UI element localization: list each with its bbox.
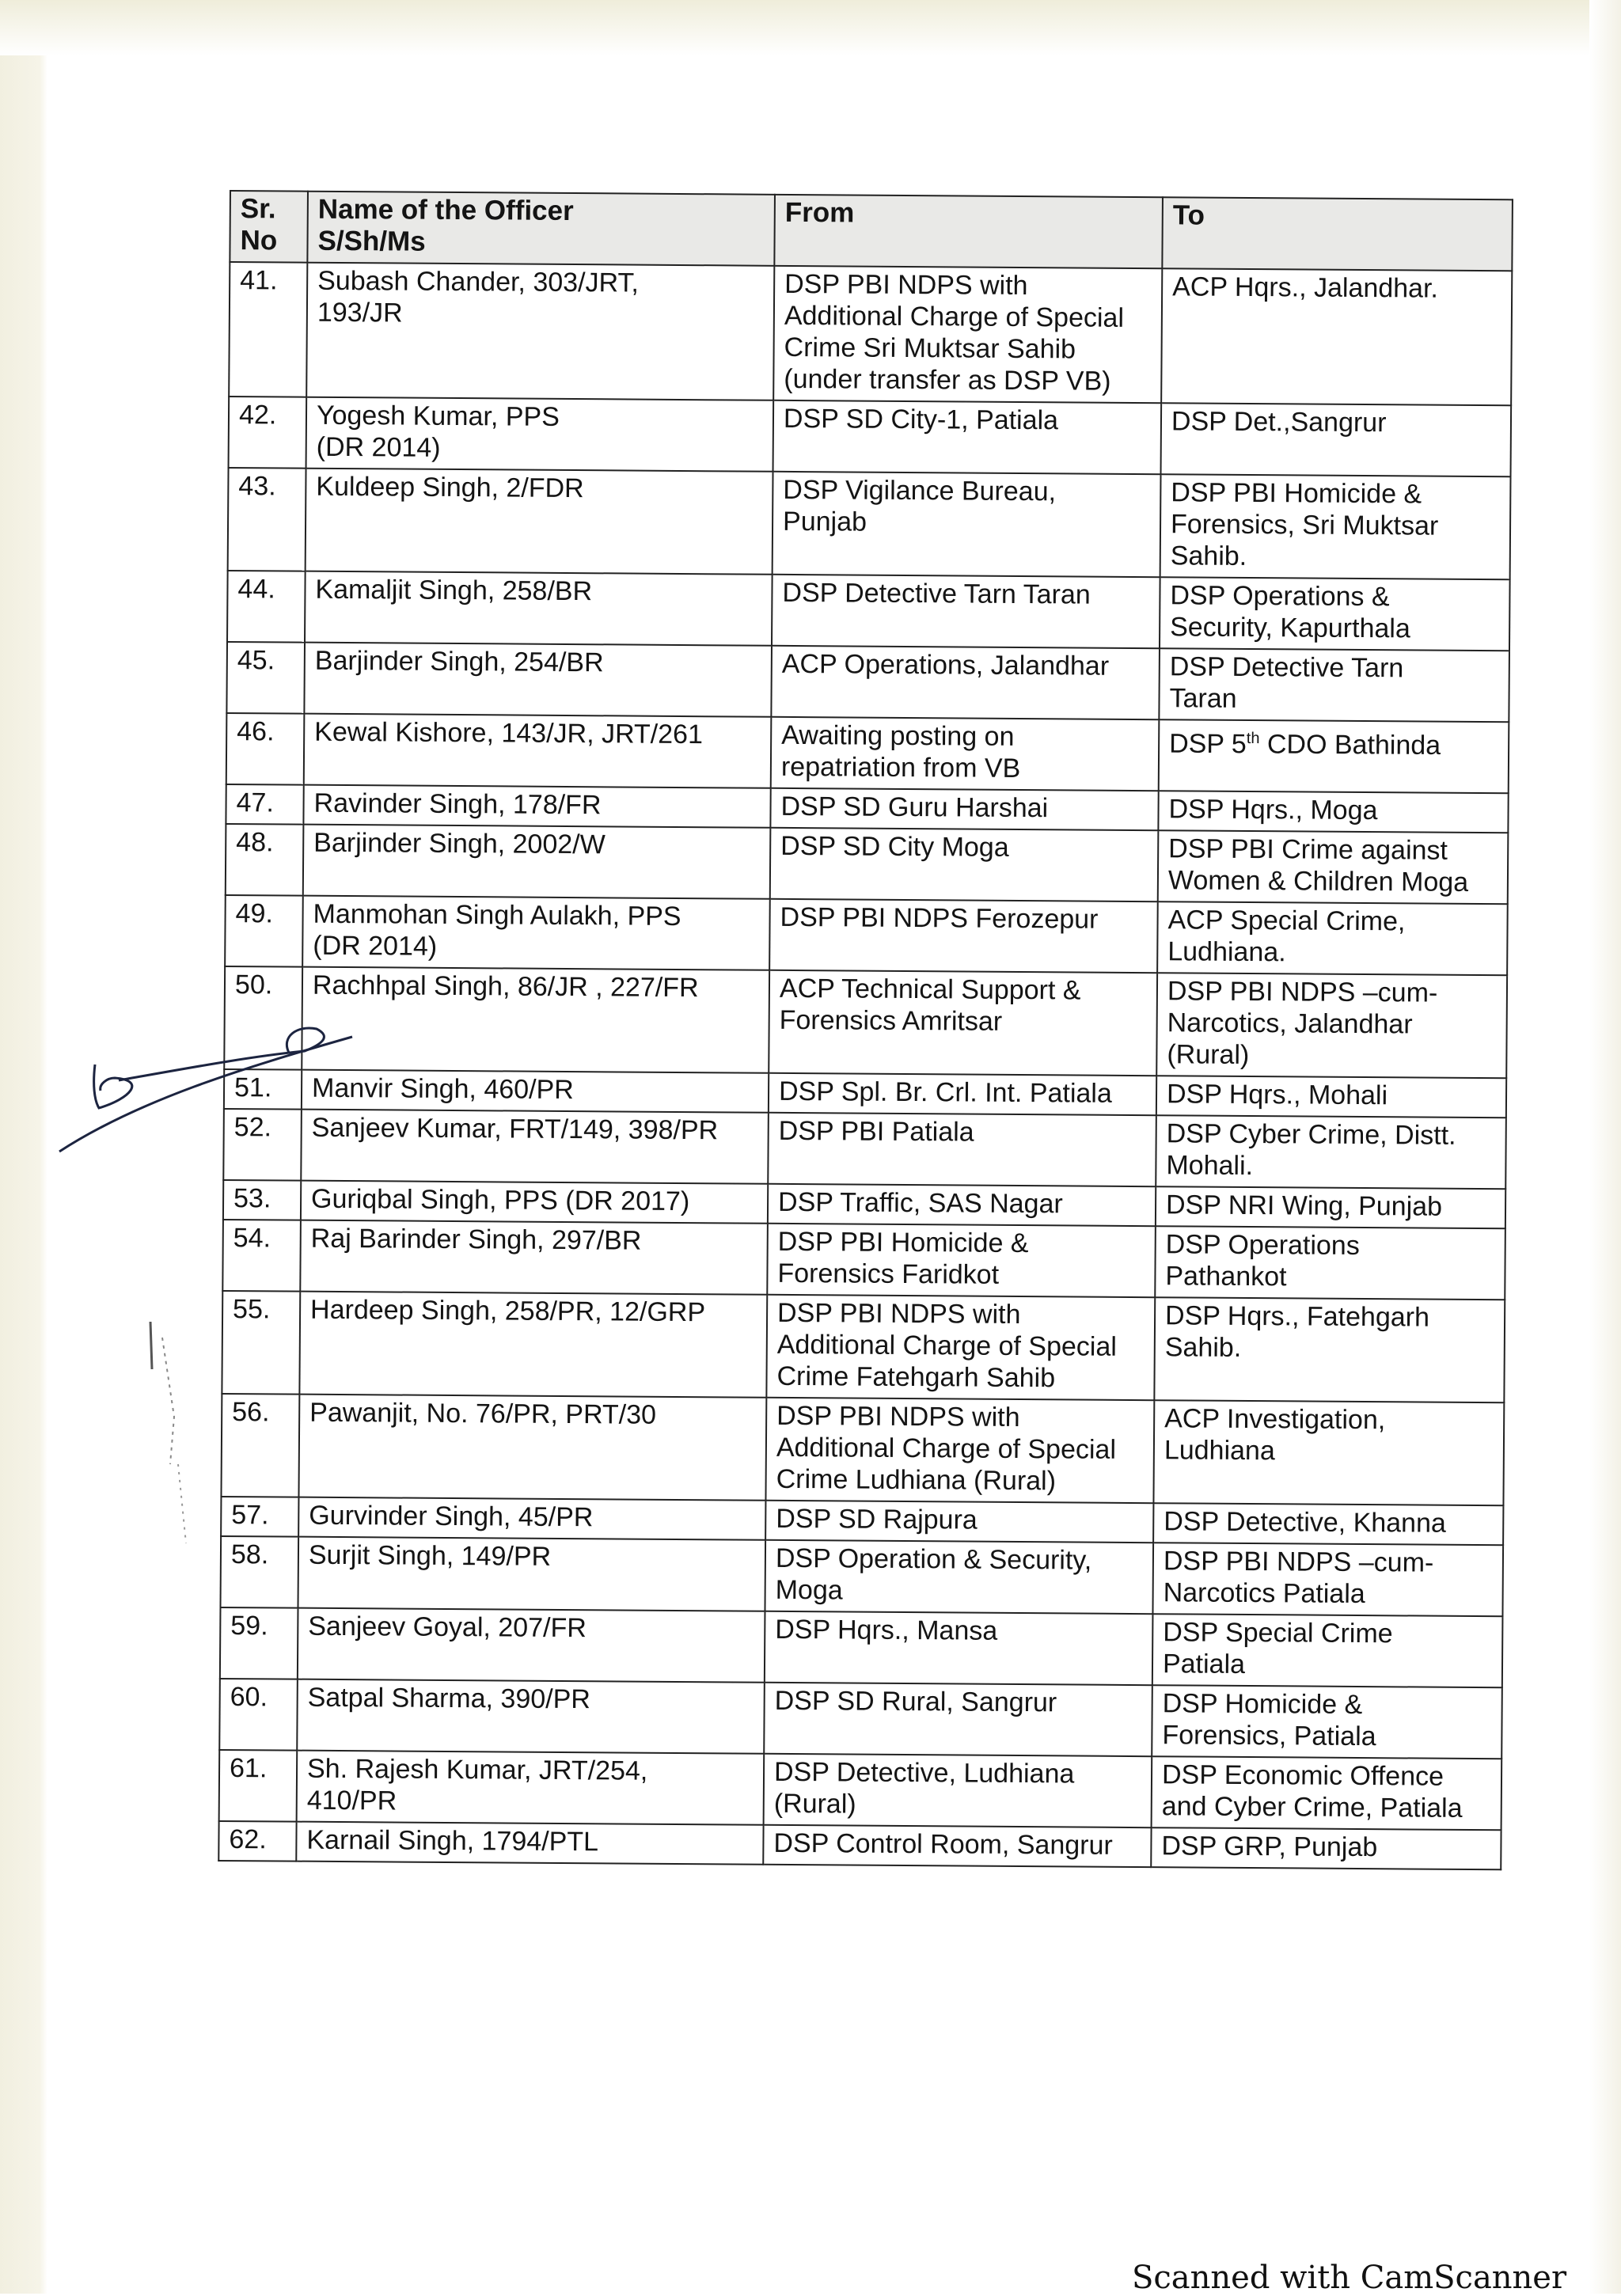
table-row <box>225 895 1508 975</box>
from-posting-cell-line: Crime Sri Muktsar Sahib <box>784 332 1076 365</box>
table-row <box>226 642 1509 722</box>
header-name-line: S/Sh/Ms <box>317 225 426 257</box>
officer-name-cell <box>304 643 772 717</box>
officer-name-cell-line: Barjinder Singh, 2002/W <box>313 827 606 860</box>
to-posting-cell-line: Narcotics, Jalandhar <box>1167 1008 1413 1040</box>
to-posting-cell-line: Security, Kapurthala <box>1170 612 1410 644</box>
officer-name-cell-line: 193/JR <box>317 297 403 328</box>
from-posting-cell-line: ACP Technical Support & <box>779 973 1081 1006</box>
handwritten-signature <box>44 1005 360 1163</box>
officer-name-cell <box>298 1608 765 1683</box>
serial-number-cell: 59. <box>220 1607 298 1679</box>
officer-name-cell-line: Raj Barinder Singh, 297/BR <box>310 1223 642 1256</box>
from-posting-cell-line: Additional Charge of Special <box>776 1329 1118 1362</box>
from-posting-cell <box>773 266 1162 403</box>
to-posting-cell <box>1153 1400 1504 1505</box>
table-row <box>220 1607 1503 1687</box>
to-posting-cell <box>1156 1076 1506 1118</box>
from-posting-cell <box>766 1295 1155 1400</box>
to-posting-cell-line: and Cyber Crime, Patiala <box>1161 1791 1463 1824</box>
top-scan-shadow <box>0 0 1621 55</box>
to-posting-cell-line: DSP Hqrs., Fatehgarh <box>1164 1300 1430 1333</box>
to-posting-cell-line: DSP Cyber Crime, Distt. <box>1166 1118 1456 1151</box>
serial-number-cell: 60. <box>219 1679 298 1751</box>
to-posting-cell-line: DSP PBI NDPS –cum- <box>1163 1546 1434 1578</box>
to-posting-cell-line: DSP Detective, Khanna <box>1164 1506 1447 1539</box>
to-posting-cell <box>1161 403 1512 476</box>
from-posting-cell <box>765 1611 1153 1685</box>
from-posting-cell-line: DSP SD Rajpura <box>776 1503 978 1535</box>
from-posting-cell-line: DSP SD City-1, Patiala <box>783 403 1059 436</box>
from-posting-cell-line: DSP PBI NDPS with <box>776 1297 1021 1330</box>
officer-name-cell <box>306 469 773 575</box>
table-row <box>226 824 1509 904</box>
to-posting-cell-line: ACP Investigation, <box>1164 1403 1386 1436</box>
to-posting-cell-line: DSP PBI Homicide & <box>1171 477 1422 510</box>
serial-number-cell: 53. <box>223 1180 301 1220</box>
from-posting-cell-line: DSP Spl. Br. Crl. Int. Patiala <box>778 1076 1112 1109</box>
from-posting-cell <box>763 1825 1151 1867</box>
from-posting-cell-line: (under transfer as DSP VB) <box>784 363 1111 397</box>
to-posting-cell-line: Forensics, Patiala <box>1162 1720 1376 1752</box>
officer-name-cell <box>301 1110 769 1184</box>
to-posting-cell-line: Sahib. <box>1170 541 1247 571</box>
from-posting-cell <box>768 1184 1156 1226</box>
to-posting-text: DSP 5 <box>1169 728 1247 760</box>
to-posting-cell-line: (Rural) <box>1167 1039 1250 1071</box>
officer-name-cell <box>302 967 769 1073</box>
header-to: To <box>1162 197 1513 271</box>
from-posting-cell <box>764 1754 1152 1827</box>
officer-name-cell-line: Manvir Singh, 460/PR <box>311 1072 574 1106</box>
from-posting-cell-line: DSP PBI NDPS with <box>784 268 1028 302</box>
from-posting-cell-line: Forensics Faridkot <box>777 1258 1000 1290</box>
from-posting-cell-line: DSP PBI NDPS with <box>776 1400 1020 1433</box>
to-posting-cell-line: DSP PBI Crime against <box>1168 833 1448 866</box>
officer-name-cell-line: Manmohan Singh Aulakh, PPS <box>313 898 681 932</box>
table-row <box>221 1394 1504 1505</box>
to-posting-cell-line: Narcotics Patiala <box>1163 1577 1365 1610</box>
table-row <box>224 966 1507 1078</box>
from-posting-cell-line: repatriation from VB <box>780 751 1021 784</box>
officer-name-cell-line: 410/PR <box>306 1785 397 1816</box>
to-posting-cell <box>1152 1685 1502 1759</box>
to-posting-cell-line: DSP Det.,Sangrur <box>1171 406 1387 438</box>
from-posting-cell-line: DSP Detective Tarn Taran <box>782 577 1091 610</box>
serial-number-cell: 45. <box>226 642 305 714</box>
officer-name-cell-line: Surjit Singh, 149/PR <box>308 1539 552 1572</box>
serial-number-cell: 57. <box>221 1497 298 1537</box>
officer-name-cell-line: Yogesh Kumar, PPS <box>316 400 560 432</box>
from-posting-cell <box>771 717 1160 791</box>
to-posting-cell <box>1154 1297 1505 1402</box>
from-posting-cell-line: Awaiting posting on <box>781 719 1015 752</box>
officer-name-cell-line: Sanjeev Kumar, FRT/149, 398/PR <box>311 1112 719 1146</box>
officer-name-cell <box>298 1537 765 1611</box>
to-posting-cell <box>1158 791 1508 833</box>
header-name-line: Name of the Officer <box>317 193 574 227</box>
to-posting-cell-line: DSP GRP, Punjab <box>1161 1831 1378 1863</box>
to-posting-cell-line: DSP PBI NDPS –cum- <box>1167 976 1438 1008</box>
to-posting-cell-line: DSP Hqrs., Moga <box>1168 794 1378 826</box>
officer-name-cell-line: Rachhpal Singh, 86/JR , 227/FR <box>312 970 699 1004</box>
to-posting-cell <box>1156 973 1507 1078</box>
officer-name-cell <box>301 1181 768 1224</box>
header-sr-line: Sr. <box>240 193 276 225</box>
from-posting-cell <box>767 1224 1156 1297</box>
to-posting-cell <box>1158 830 1509 904</box>
to-posting-cell <box>1159 648 1509 722</box>
to-posting-cell-line: DSP Homicide & <box>1162 1688 1363 1721</box>
officer-name-cell <box>298 1497 765 1540</box>
table-row <box>222 1291 1505 1402</box>
officer-name-cell-line: Subash Chander, 303/JRT, <box>317 265 640 298</box>
to-posting-cell-line: DSP Operations & <box>1170 580 1390 613</box>
from-posting-cell-line: Crime Fatehgarh Sahib <box>776 1361 1056 1394</box>
serial-number-cell: 46. <box>226 713 305 785</box>
right-scan-shadow <box>1589 0 1621 2294</box>
from-posting-cell-line: DSP Control Room, Sangrur <box>773 1827 1113 1861</box>
table-row <box>228 468 1511 579</box>
to-posting-cell-line: Women & Children Moga <box>1167 865 1469 898</box>
from-posting-cell-line: Additional Charge of Special <box>784 300 1125 333</box>
from-posting-cell <box>768 1113 1156 1186</box>
officer-name-cell <box>305 571 773 646</box>
officer-name-cell-line: Karnail Singh, 1794/PTL <box>306 1824 599 1858</box>
serial-number-cell: 58. <box>220 1536 298 1608</box>
table-row <box>222 1220 1505 1300</box>
serial-number-cell: 47. <box>226 784 303 825</box>
serial-number-cell: 48. <box>226 824 304 896</box>
to-posting-cell <box>1151 1827 1501 1869</box>
from-posting-cell-line: DSP SD City Moga <box>780 830 1009 863</box>
to-posting-cell-line: DSP NRI Wing, Punjab <box>1165 1190 1443 1222</box>
to-posting-cell <box>1161 268 1512 405</box>
scanner-watermark: Scanned with CamScanner <box>1132 2260 1567 2296</box>
from-posting-cell <box>769 1073 1156 1115</box>
from-posting-cell-line: DSP PBI Patiala <box>778 1115 974 1148</box>
officer-name-cell <box>304 714 772 788</box>
serial-number-cell: 54. <box>222 1220 301 1292</box>
transfer-table <box>218 190 1513 1870</box>
table-row <box>229 397 1512 476</box>
officer-name-cell <box>302 1070 769 1113</box>
from-posting-cell <box>770 828 1159 901</box>
officer-name-cell-line: Hardeep Singh, 258/PR, 12/GRP <box>309 1294 706 1328</box>
ordinal-suffix: th <box>1246 729 1260 748</box>
officer-name-cell-line: Gurvinder Singh, 45/PR <box>309 1500 594 1533</box>
serial-number-cell: 41. <box>229 262 307 397</box>
from-posting-cell <box>769 970 1157 1076</box>
serial-number-cell: 50. <box>224 966 302 1070</box>
margin-smudge-marks <box>142 1322 237 1559</box>
serial-number-cell: 42. <box>229 397 307 469</box>
to-posting-cell-line: DSP Special Crime <box>1163 1617 1393 1649</box>
table-row <box>223 1109 1506 1189</box>
to-posting-cell-line: Forensics, Sri Muktsar <box>1170 509 1439 541</box>
serial-number-cell: 56. <box>221 1394 299 1497</box>
serial-number-cell: 52. <box>223 1109 302 1181</box>
from-posting-cell-line: Additional Charge of Special <box>776 1432 1117 1465</box>
officer-name-cell <box>303 825 771 899</box>
from-posting-cell-line: DSP Detective, Ludhiana <box>773 1756 1075 1789</box>
from-posting-cell-line: DSP Vigilance Bureau, <box>783 474 1057 507</box>
to-posting-cell <box>1159 719 1509 793</box>
from-posting-cell-line: ACP Operations, Jalandhar <box>781 648 1110 681</box>
table-row <box>226 713 1509 793</box>
from-posting-cell <box>770 788 1158 830</box>
from-posting-cell <box>764 1683 1152 1756</box>
officer-name-cell-line: Sh. Rajesh Kumar, JRT/254, <box>306 1753 648 1786</box>
from-posting-cell <box>765 1501 1153 1543</box>
to-posting-cell-line: DSP Detective Tarn <box>1169 651 1404 684</box>
from-posting-cell-line: DSP PBI NDPS Ferozepur <box>780 901 1099 935</box>
to-posting-cell <box>1152 1756 1502 1830</box>
to-posting-cell <box>1153 1503 1503 1545</box>
officer-name-cell-line: Ravinder Singh, 178/FR <box>313 787 602 821</box>
from-posting-cell-line: (Rural) <box>773 1788 856 1820</box>
officer-name-cell-line: (DR 2014) <box>313 930 438 962</box>
from-posting-cell-line: DSP SD Guru Harshai <box>780 791 1049 824</box>
table-row <box>219 1679 1502 1759</box>
from-posting-cell-line: Moga <box>775 1574 843 1606</box>
officer-name-cell <box>306 397 774 472</box>
officer-name-cell <box>299 1292 767 1398</box>
from-posting-cell-line: DSP PBI Homicide & <box>777 1226 1029 1259</box>
to-posting-cell <box>1156 1186 1505 1228</box>
to-posting-cell-line: DSP Hqrs., Mohali <box>1166 1079 1388 1111</box>
table-row <box>229 262 1512 405</box>
officer-name-cell-line: Guriqbal Singh, PPS (DR 2017) <box>310 1183 690 1217</box>
officer-name-cell-line: Kamaljit Singh, 258/BR <box>315 574 593 607</box>
table-row <box>220 1536 1503 1616</box>
header-name <box>307 192 775 266</box>
to-posting-text: CDO Bathinda <box>1259 729 1441 761</box>
serial-number-cell: 61. <box>219 1750 298 1822</box>
table-body <box>218 262 1512 1869</box>
to-posting-cell-line: DSP Operations <box>1165 1229 1360 1261</box>
from-posting-cell-line: Punjab <box>782 506 867 537</box>
to-posting-cell <box>1152 1543 1503 1616</box>
table-row <box>218 1821 1501 1869</box>
to-posting-cell-line: Sahib. <box>1164 1332 1242 1363</box>
officer-name-cell-line: (DR 2014) <box>316 431 441 463</box>
officer-name-cell <box>298 1395 766 1501</box>
table-header-row <box>230 191 1513 271</box>
to-posting-cell-line: ACP Hqrs., Jalandhar. <box>1172 271 1439 304</box>
to-posting-cell <box>1152 1614 1503 1687</box>
to-posting-cell-line: Taran <box>1169 683 1237 714</box>
officer-name-cell <box>296 1822 763 1865</box>
officer-name-cell <box>302 896 770 970</box>
from-posting-cell-line: Forensics Amritsar <box>779 1004 1003 1037</box>
officer-name-cell-line: Satpal Sharma, 390/PR <box>307 1682 591 1715</box>
officer-name-cell-line: Kuldeep Singh, 2/FDR <box>316 471 584 504</box>
from-posting-cell <box>772 575 1160 648</box>
serial-number-cell: 44. <box>227 571 306 643</box>
to-posting-cell <box>1160 577 1510 651</box>
from-posting-cell-line: Crime Ludhiana (Rural) <box>776 1463 1057 1497</box>
to-posting-cell-line: Mohali. <box>1166 1150 1254 1182</box>
officer-name-cell <box>297 1679 765 1754</box>
officer-name-cell <box>306 263 774 400</box>
from-posting-cell <box>769 899 1158 973</box>
header-from: From <box>774 195 1163 268</box>
from-posting-cell <box>773 400 1162 474</box>
serial-number-cell: 55. <box>222 1291 300 1395</box>
table-row <box>219 1750 1502 1830</box>
from-posting-cell <box>765 1398 1154 1503</box>
serial-number-cell: 43. <box>228 468 306 571</box>
serial-number-cell: 51. <box>224 1069 302 1110</box>
from-posting-cell-line: DSP Operation & Security, <box>775 1543 1092 1576</box>
from-posting-cell-line: DSP SD Rural, Sangrur <box>774 1685 1057 1718</box>
officer-name-cell-line: Kewal Kishore, 143/JR, JRT/261 <box>314 716 704 750</box>
officer-name-cell <box>297 1751 765 1825</box>
officer-name-cell-line: Barjinder Singh, 254/BR <box>314 645 604 678</box>
to-posting-cell <box>1160 474 1511 579</box>
to-posting-cell-line: Pathankot <box>1165 1261 1287 1292</box>
officer-name-cell <box>303 785 770 828</box>
from-posting-cell-line: DSP Traffic, SAS Nagar <box>777 1186 1063 1220</box>
to-posting-cell <box>1156 1115 1506 1189</box>
to-posting-cell <box>1157 901 1508 975</box>
from-posting-cell <box>771 646 1160 719</box>
header-sr <box>230 191 308 263</box>
to-posting-cell <box>1155 1226 1505 1300</box>
table-row <box>227 571 1510 651</box>
to-posting-cell-line: Ludhiana. <box>1167 936 1286 968</box>
from-posting-cell <box>765 1540 1153 1614</box>
serial-number-cell: 49. <box>225 895 303 967</box>
to-posting-cell-line: ACP Special Crime, <box>1167 905 1406 937</box>
to-posting-cell-line: DSP Economic Offence <box>1161 1759 1444 1792</box>
serial-number-cell: 62. <box>218 1821 296 1861</box>
to-posting-cell-line: Patiala <box>1162 1649 1246 1680</box>
officer-name-cell-line: Sanjeev Goyal, 207/FR <box>308 1611 587 1644</box>
officer-name-cell <box>300 1220 768 1295</box>
officer-name-cell-line: Pawanjit, No. 76/PR, PRT/30 <box>309 1397 657 1430</box>
from-posting-cell <box>773 472 1161 577</box>
to-posting-cell-line: Ludhiana <box>1164 1435 1275 1467</box>
header-sr-line: No <box>240 225 278 256</box>
from-posting-cell-line: DSP Hqrs., Mansa <box>775 1614 998 1646</box>
